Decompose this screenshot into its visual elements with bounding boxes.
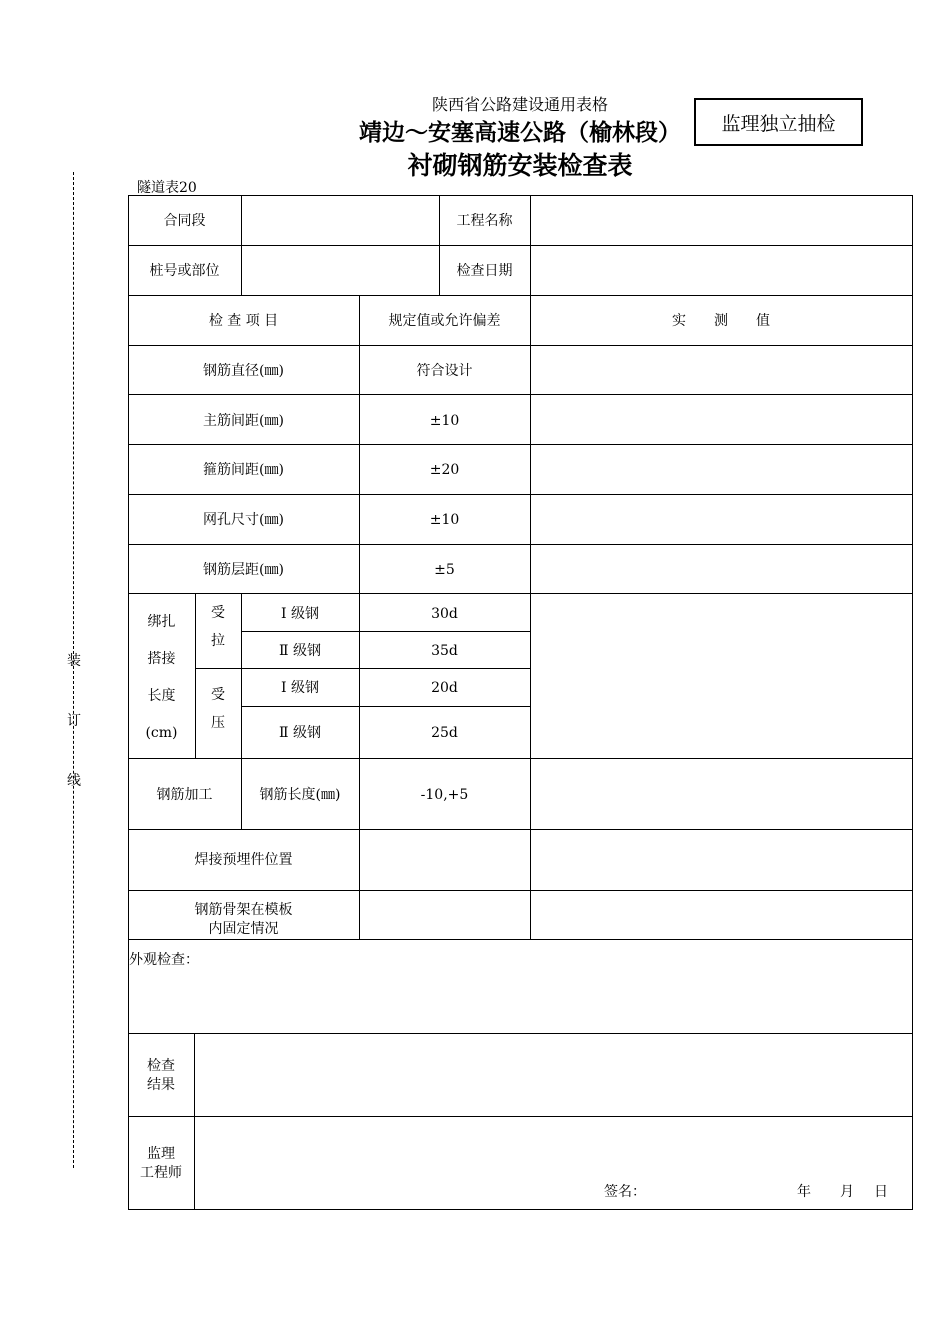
row-spec: ±20	[429, 462, 460, 478]
date-label: 检查日期	[456, 263, 513, 279]
table-border	[129, 196, 913, 1210]
row-spec: ±5	[434, 562, 455, 578]
col-header-measured: 实 测 值	[672, 313, 770, 329]
station-label: 桩号或部位	[149, 263, 220, 279]
embedded-label: 焊接预埋件位置	[194, 852, 293, 868]
row-spec: ±10	[429, 512, 460, 528]
lap-spec: 35d	[431, 643, 458, 659]
day-label: 日	[874, 1184, 888, 1200]
form-number: 隧道表20	[137, 180, 197, 196]
contract-label: 合同段	[163, 213, 206, 229]
lap-label-line: (cm)	[145, 725, 178, 741]
lap-spec: 25d	[431, 725, 458, 741]
engineer-label-line: 监理	[147, 1146, 175, 1162]
tension-label: 受	[211, 605, 225, 621]
cage-label-line: 内固定情况	[208, 921, 279, 937]
engineer-label-line: 工程师	[140, 1165, 182, 1181]
steel-grade: Ⅱ 级钢	[279, 725, 321, 741]
steel-grade: Ⅰ 级钢	[281, 680, 319, 696]
steel-grade: Ⅰ 级钢	[281, 606, 319, 622]
lap-label-line: 长度	[147, 688, 176, 704]
row-item: 钢筋层距(㎜)	[203, 562, 284, 578]
binding-char-3: 线	[67, 773, 81, 789]
compression-label: 压	[211, 715, 225, 731]
cage-label-line: 钢筋骨架在模板	[194, 902, 293, 918]
form-subheading: 陕西省公路建设通用表格	[431, 95, 608, 114]
form-title: 衬砌钢筋安装检查表	[407, 151, 633, 180]
lap-spec: 30d	[431, 606, 458, 622]
compression-label: 受	[211, 687, 225, 703]
processing-spec: -10,+5	[420, 787, 469, 803]
processing-label: 钢筋加工	[156, 787, 213, 803]
row-item: 箍筋间距(㎜)	[203, 462, 284, 478]
steel-grade: Ⅱ 级钢	[279, 643, 321, 659]
processing-sub-label: 钢筋长度(㎜)	[259, 787, 341, 803]
row-spec: ±10	[429, 413, 460, 429]
lap-label-line: 搭接	[147, 651, 176, 667]
row-item: 网孔尺寸(㎜)	[203, 512, 284, 528]
year-label: 年	[797, 1184, 811, 1200]
lap-spec: 20d	[431, 680, 458, 696]
month-label: 月	[840, 1184, 854, 1200]
row-item: 主筋间距(㎜)	[203, 413, 284, 429]
row-spec: 符合设计	[416, 363, 473, 379]
lap-label-line: 绑扎	[147, 614, 176, 630]
tension-label: 拉	[211, 633, 225, 649]
appearance-label: 外观检查：	[129, 952, 199, 968]
project-name-label: 工程名称	[456, 213, 513, 229]
row-item: 钢筋直径(㎜)	[203, 363, 284, 379]
result-label-line: 结果	[147, 1077, 175, 1093]
result-label-line: 检查	[147, 1058, 175, 1074]
inspection-stamp: 监理独立抽检	[694, 98, 863, 146]
col-header-item: 检 查 项 目	[208, 313, 279, 329]
project-title: 靖边～安塞高速公路（榆林段）	[359, 120, 681, 146]
col-header-spec: 规定值或允许偏差	[388, 313, 501, 329]
binding-char-1: 装	[67, 653, 81, 669]
signature-label: 签名：	[604, 1184, 646, 1200]
binding-char-2: 订	[67, 713, 81, 729]
